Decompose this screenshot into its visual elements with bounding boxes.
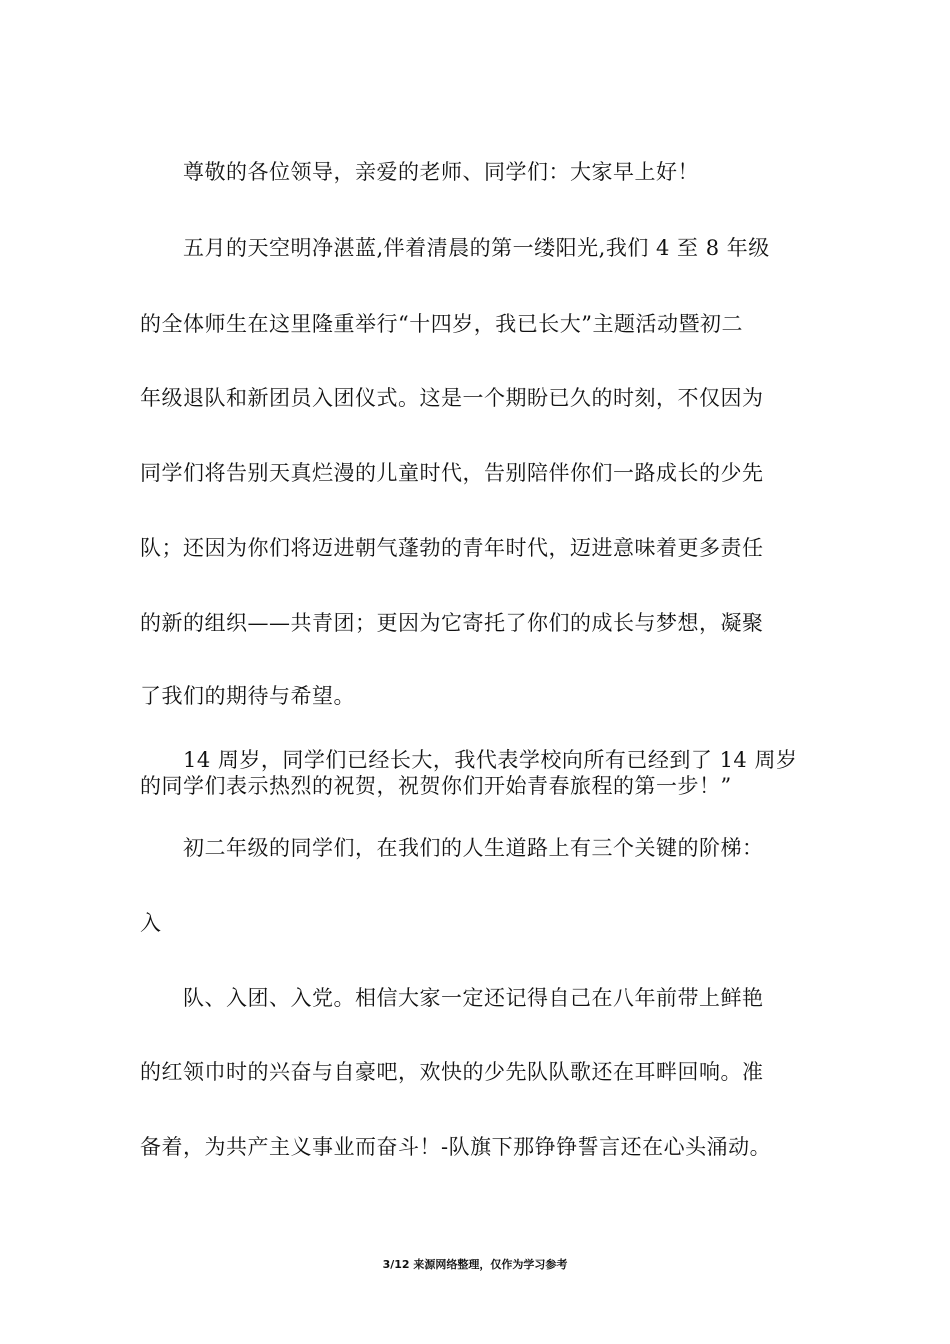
paragraph-line: 的新的组织——共青团；更因为它寄托了你们的成长与梦想，凝聚 <box>140 611 764 635</box>
paragraph-line: 五月的天空明净湛蓝,伴着清晨的第一缕阳光,我们 4 至 8 年级 <box>183 236 770 260</box>
paragraph-line: 14 周岁，同学们已经长大，我代表学校向所有已经到了 14 周岁 <box>183 748 798 772</box>
paragraph-line: 初二年级的同学们，在我们的人生道路上有三个关键的阶梯： <box>183 836 764 860</box>
paragraph-line: 的全体师生在这里隆重举行“十四岁，我已长大”主题活动暨初二 <box>140 312 743 336</box>
paragraph-line: 入 <box>140 911 162 935</box>
paragraph-line: 的红领巾时的兴奋与自豪吧，欢快的少先队队歌还在耳畔回响。准 <box>140 1060 764 1084</box>
greeting-line: 尊敬的各位领导，亲爱的老师、同学们：大家早上好！ <box>183 160 699 184</box>
paragraph-line: 队；还因为你们将迈进朝气蓬勃的青年时代，迈进意味着更多责任 <box>140 536 764 560</box>
paragraph-line: 的同学们表示热烈的祝贺，祝贺你们开始青春旅程的第一步！” <box>140 774 732 798</box>
page-footer: 3/12 来源网络整理，仅作为学习参考 <box>382 1258 568 1271</box>
paragraph-line: 了我们的期待与希望。 <box>140 684 355 708</box>
paragraph-line: 同学们将告别天真烂漫的儿童时代，告别陪伴你们一路成长的少先 <box>140 461 764 485</box>
paragraph-line: 年级退队和新团员入团仪式。这是一个期盼已久的时刻，不仅因为 <box>140 386 764 410</box>
paragraph-line: 备着，为共产主义事业而奋斗！-队旗下那铮铮誓言还在心头涌动。 <box>140 1135 772 1159</box>
paragraph-line: 队、入团、入党。相信大家一定还记得自己在八年前带上鲜艳 <box>183 986 764 1010</box>
